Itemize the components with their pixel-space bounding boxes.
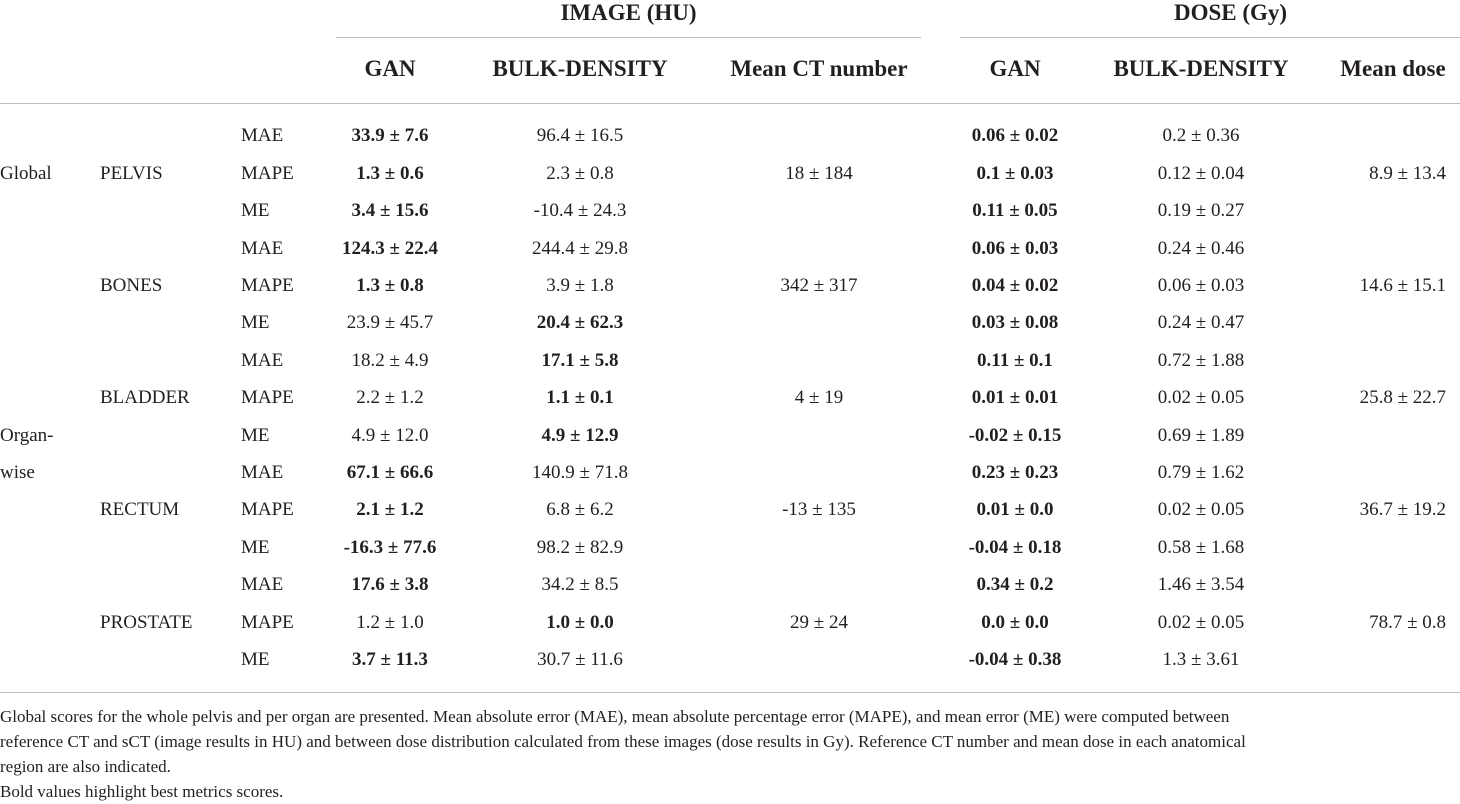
image-gan-value: 124.3 ± 22.4 xyxy=(342,238,438,259)
image-bulk-value: 244.4 ± 29.8 xyxy=(532,238,628,259)
metric-label: ME xyxy=(241,312,270,333)
metric-label: ME xyxy=(241,537,270,558)
dose-bulk-value: 0.69 ± 1.89 xyxy=(1157,425,1245,446)
caption-line: reference CT and sCT (image results in HU) and between dose distribution calculated from these images (dose results in Gy). Reference CT number and mean dose in each anatomical xyxy=(0,732,1246,751)
image-gan-value: 2.1 ± 1.2 xyxy=(356,499,424,520)
image-bulk-value: 17.1 ± 5.8 xyxy=(541,350,619,371)
image-bulk-value: 98.2 ± 82.9 xyxy=(536,537,624,558)
metric-label: ME xyxy=(241,200,270,221)
image-gan-value: 4.9 ± 12.0 xyxy=(351,425,429,446)
dose-bulk-value: 0.24 ± 0.46 xyxy=(1157,238,1245,259)
dose-gan-value: -0.02 ± 0.15 xyxy=(968,425,1062,446)
image-gan-value: 17.6 ± 3.8 xyxy=(351,574,429,595)
dose-bulk-value: 0.12 ± 0.04 xyxy=(1157,163,1245,184)
dose-bulk-value: 0.19 ± 0.27 xyxy=(1157,200,1245,221)
dose-gan-value: 0.01 ± 0.01 xyxy=(971,387,1059,408)
image-bulk-value: 2.3 ± 0.8 xyxy=(546,163,614,184)
image-bulk-value: 140.9 ± 71.8 xyxy=(532,462,628,483)
region-label: BONES xyxy=(100,275,163,296)
image-gan-value: 1.2 ± 1.0 xyxy=(356,612,424,633)
col-header-image-ctmean: Mean CT number xyxy=(730,56,908,81)
col-header-image-bulk: BULK-DENSITY xyxy=(492,56,668,81)
dose-bulk-value: 0.02 ± 0.05 xyxy=(1157,387,1245,408)
image-gan-value: 1.3 ± 0.8 xyxy=(356,275,424,296)
dose-bulk-value: 0.24 ± 0.47 xyxy=(1157,312,1245,333)
dose-gan-value: 0.01 ± 0.0 xyxy=(976,499,1054,520)
image-bulk-value: 34.2 ± 8.5 xyxy=(541,574,619,595)
image-gan-value: 3.4 ± 15.6 xyxy=(351,200,429,221)
dose-gan-value: 0.06 ± 0.02 xyxy=(971,125,1059,146)
header-image-group: IMAGE (HU) xyxy=(560,0,697,25)
image-bulk-value: 1.1 ± 0.1 xyxy=(546,387,614,408)
dose-bulk-value: 0.02 ± 0.05 xyxy=(1157,499,1245,520)
metric-label: MAPE xyxy=(241,387,294,408)
metric-label: ME xyxy=(241,425,270,446)
dose-gan-value: 0.1 ± 0.03 xyxy=(976,163,1054,184)
image-gan-value: 23.9 ± 45.7 xyxy=(346,312,434,333)
ct-mean-value: 342 ± 317 xyxy=(780,275,858,296)
image-bulk-value: 30.7 ± 11.6 xyxy=(537,649,623,670)
dose-gan-value: 0.23 ± 0.23 xyxy=(971,462,1059,483)
image-gan-value: 67.1 ± 66.6 xyxy=(346,462,434,483)
image-gan-value: 1.3 ± 0.6 xyxy=(356,163,424,184)
col-header-dose-gan: GAN xyxy=(989,56,1041,81)
caption-line: region are also indicated. xyxy=(0,757,171,776)
dose-bulk-value: 0.79 ± 1.62 xyxy=(1157,462,1245,483)
dose-gan-value: -0.04 ± 0.38 xyxy=(968,649,1062,670)
category-global: Global xyxy=(0,163,52,184)
image-bulk-value: -10.4 ± 24.3 xyxy=(533,200,627,221)
image-gan-value: 18.2 ± 4.9 xyxy=(351,350,429,371)
col-header-dose-bulk: BULK-DENSITY xyxy=(1113,56,1289,81)
dose-gan-value: 0.11 ± 0.1 xyxy=(977,350,1053,371)
dose-gan-value: 0.11 ± 0.05 xyxy=(972,200,1058,221)
metric-label: MAPE xyxy=(241,163,294,184)
dose-bulk-value: 1.3 ± 3.61 xyxy=(1162,649,1240,670)
dose-bulk-value: 1.46 ± 3.54 xyxy=(1157,574,1245,595)
dose-gan-value: 0.03 ± 0.08 xyxy=(971,312,1059,333)
metric-label: MAPE xyxy=(241,612,294,633)
dose-mean-value: 36.7 ± 19.2 xyxy=(1359,499,1446,520)
region-label: BLADDER xyxy=(100,387,190,408)
caption-note: Bold values highlight best metrics scores. xyxy=(0,782,284,801)
region-label: PROSTATE xyxy=(100,612,193,633)
dose-bulk-value: 0.58 ± 1.68 xyxy=(1157,537,1245,558)
dose-gan-value: -0.04 ± 0.18 xyxy=(968,537,1062,558)
dose-gan-value: 0.04 ± 0.02 xyxy=(971,275,1059,296)
dose-mean-value: 8.9 ± 13.4 xyxy=(1369,163,1446,184)
image-gan-value: 3.7 ± 11.3 xyxy=(352,649,428,670)
metric-label: MAE xyxy=(241,462,284,483)
metric-label: ME xyxy=(241,649,270,670)
image-bulk-value: 96.4 ± 16.5 xyxy=(536,125,624,146)
dose-gan-value: 0.34 ± 0.2 xyxy=(976,574,1054,595)
ct-mean-value: 18 ± 184 xyxy=(785,163,853,184)
image-bulk-value: 6.8 ± 6.2 xyxy=(546,499,614,520)
dose-bulk-value: 0.2 ± 0.36 xyxy=(1162,125,1240,146)
image-group-rule xyxy=(336,37,921,38)
dose-group-rule xyxy=(960,37,1460,38)
metric-label: MAE xyxy=(241,125,284,146)
image-bulk-value: 20.4 ± 62.3 xyxy=(536,312,624,333)
image-bulk-value: 1.0 ± 0.0 xyxy=(546,612,614,633)
image-gan-value: -16.3 ± 77.6 xyxy=(343,537,437,558)
header-rule xyxy=(0,103,1460,104)
dose-mean-value: 78.7 ± 0.8 xyxy=(1369,612,1446,633)
ct-mean-value: 4 ± 19 xyxy=(794,387,844,408)
region-label: PELVIS xyxy=(100,163,163,184)
metric-label: MAE xyxy=(241,350,284,371)
col-header-image-gan: GAN xyxy=(364,56,416,81)
dose-bulk-value: 0.06 ± 0.03 xyxy=(1157,275,1245,296)
category-organ-line1: Organ- xyxy=(0,425,54,446)
image-gan-value: 33.9 ± 7.6 xyxy=(351,125,429,146)
metric-label: MAE xyxy=(241,238,284,259)
metric-label: MAPE xyxy=(241,499,294,520)
dose-gan-value: 0.0 ± 0.0 xyxy=(981,612,1049,633)
caption-line: Global scores for the whole pelvis and per organ are presented. Mean absolute error (MAE), mean absolute percentage error (MAPE), and mean error (ME) were computed between xyxy=(0,707,1230,726)
footer-rule xyxy=(0,692,1460,693)
dose-bulk-value: 0.02 ± 0.05 xyxy=(1157,612,1245,633)
dose-bulk-value: 0.72 ± 1.88 xyxy=(1157,350,1245,371)
dose-mean-value: 14.6 ± 15.1 xyxy=(1359,275,1446,296)
dose-mean-value: 25.8 ± 22.7 xyxy=(1359,387,1446,408)
ct-mean-value: -13 ± 135 xyxy=(782,499,856,520)
header-dose-group: DOSE (Gy) xyxy=(1173,0,1288,25)
region-label: RECTUM xyxy=(100,499,180,520)
ct-mean-value: 29 ± 24 xyxy=(790,612,848,633)
category-organ-line2: wise xyxy=(0,462,35,483)
metric-label: MAE xyxy=(241,574,284,595)
col-header-dose-mean: Mean dose xyxy=(1340,56,1446,81)
image-gan-value: 2.2 ± 1.2 xyxy=(356,387,424,408)
image-bulk-value: 4.9 ± 12.9 xyxy=(541,425,619,446)
dose-gan-value: 0.06 ± 0.03 xyxy=(971,238,1059,259)
image-bulk-value: 3.9 ± 1.8 xyxy=(546,275,614,296)
metric-label: MAPE xyxy=(241,275,294,296)
